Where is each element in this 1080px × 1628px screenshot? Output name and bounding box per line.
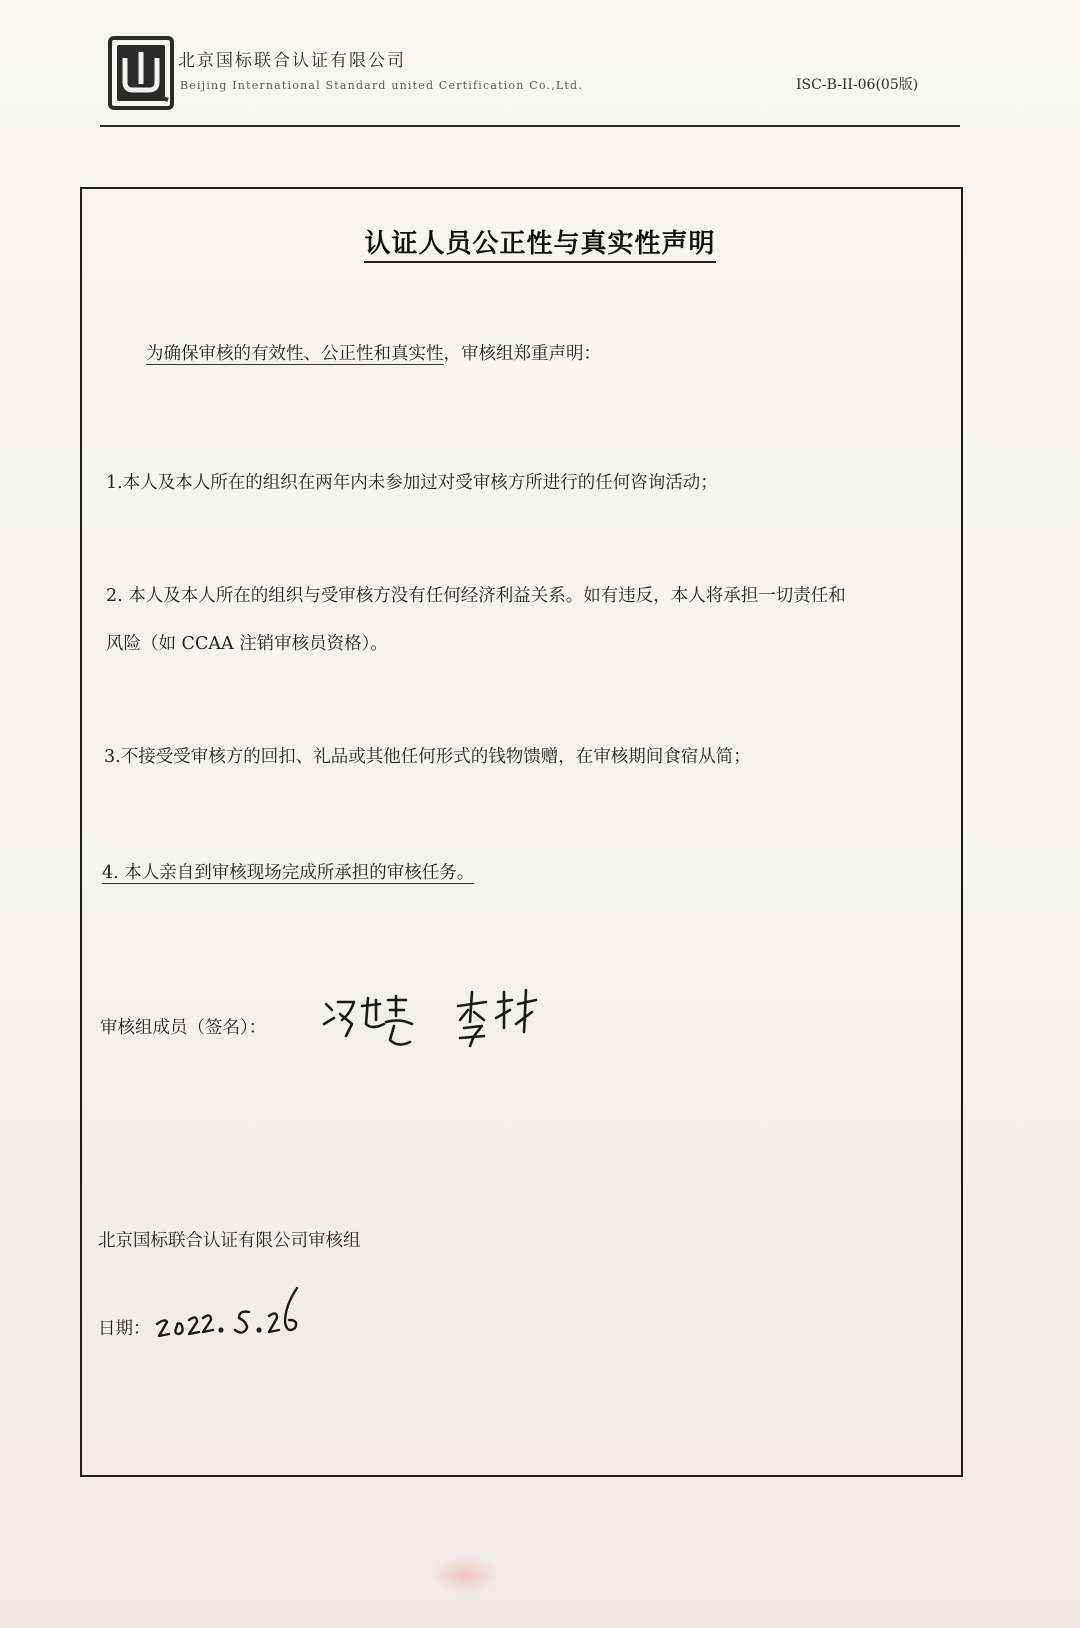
header-divider	[100, 125, 960, 127]
audit-team-org: 北京国标联合认证有限公司审核组	[98, 1231, 361, 1251]
pink-smudge	[430, 1556, 500, 1594]
intro-underlined: 为确保审核的有效性、公正性和真实性	[146, 344, 444, 364]
isc-logo-icon	[108, 36, 174, 110]
intro-rest: ，审核组郑重声明：	[443, 344, 601, 364]
company-name-cn: 北京国标联合认证有限公司	[178, 51, 406, 71]
handwritten-date	[155, 1282, 305, 1342]
signature-1	[320, 990, 420, 1054]
date-label: 日期：	[98, 1319, 151, 1339]
signers-label: 审核组成员（签名）：	[100, 1018, 267, 1038]
declaration-item-1: 1.本人及本人所在的组织在两年内未参加过对受审核方所进行的任何咨询活动；	[106, 473, 718, 493]
document-code: ISC-B-II-06(05版)	[796, 77, 919, 93]
declaration-item-3: 3.不接受受审核方的回扣、礼品或其他任何形式的钱物馈赠，在审核期间食宿从简；	[104, 747, 751, 767]
intro-paragraph	[146, 340, 601, 365]
declaration-item-2-line2: 风险（如 CCAA 注销审核员资格）。	[106, 634, 388, 654]
signature-2	[452, 988, 542, 1052]
company-name-en: Beijing International Standard united Certification Co.,Ltd.	[180, 79, 583, 92]
declaration-item-4: 4. 本人亲自到审核现场完成所承担的审核任务。	[102, 863, 475, 883]
declaration-item-2-line1: 2. 本人及本人所在的组织与受审核方没有任何经济利益关系。如有违反，本人将承担一切责任和	[106, 586, 846, 606]
document-title: 认证人员公正性与真实性声明	[0, 223, 1080, 260]
